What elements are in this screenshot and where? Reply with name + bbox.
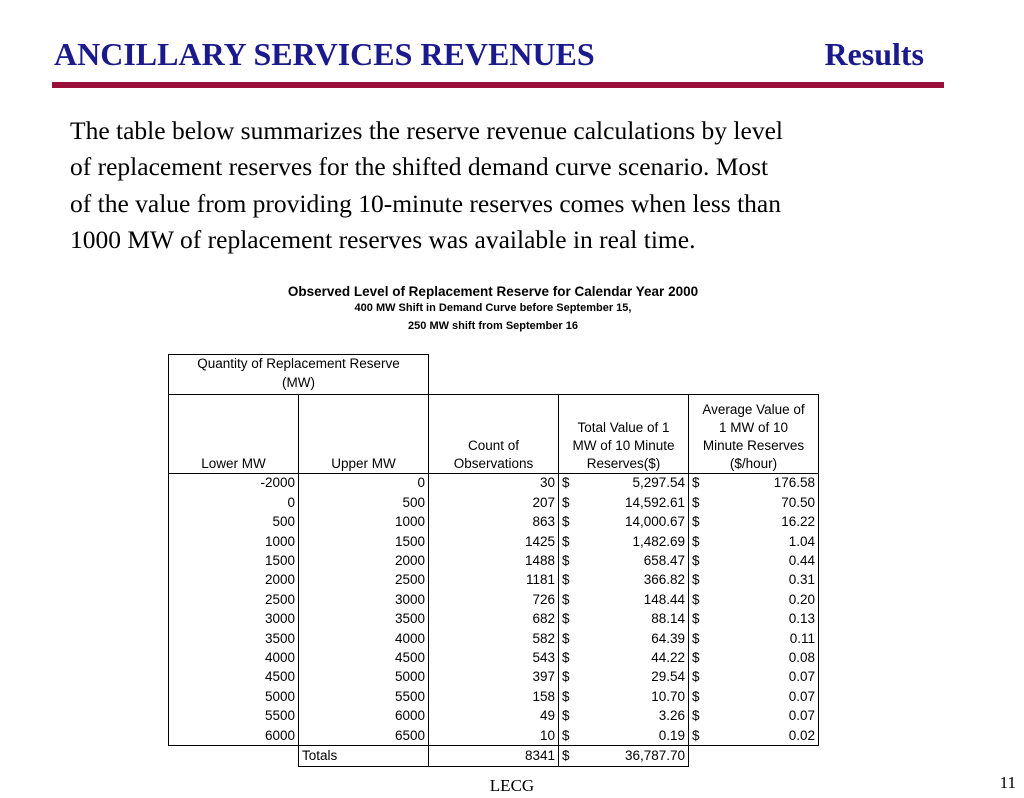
count-cell: 397: [429, 668, 559, 687]
average-value-cell: [689, 493, 819, 512]
table-row: [169, 687, 819, 706]
group-header-line: Quantity of Replacement Reserve: [197, 356, 400, 371]
upper-mw-cell: 1500: [299, 532, 429, 551]
average-value-cell: [689, 513, 819, 532]
table-row: [169, 590, 819, 609]
currency-symbol: $: [562, 727, 570, 743]
currency-value: 16.22: [781, 514, 815, 530]
count-cell: 863: [429, 513, 559, 532]
upper-mw-cell: 2500: [299, 571, 429, 590]
group-header-row: [169, 355, 819, 375]
currency-symbol: $: [562, 591, 570, 607]
table-row: [169, 726, 819, 746]
lower-mw-cell: 5000: [169, 687, 299, 706]
header-line: 1 MW of 10: [718, 419, 789, 435]
currency-symbol: $: [692, 572, 700, 588]
empty-cell: [559, 355, 689, 375]
header-line: ($/hour): [729, 455, 778, 471]
average-value-cell: [689, 551, 819, 570]
currency-symbol: $: [562, 630, 570, 646]
lower-mw-cell: 0: [169, 493, 299, 512]
currency-value: 1.04: [788, 533, 815, 549]
intro-line: The table below summarizes the reserve revenue calculations by level: [70, 116, 783, 145]
currency-symbol: $: [562, 572, 570, 588]
currency-value: 0.20: [788, 591, 815, 607]
lower-mw-cell: 4000: [169, 648, 299, 667]
average-value-cell: [689, 532, 819, 551]
upper-mw-cell: 3000: [299, 590, 429, 609]
header-line: Minute Reserves: [702, 437, 805, 453]
total-value-cell: [559, 706, 689, 725]
intro-line: of replacement reserves for the shifted demand curve scenario. Most: [70, 152, 769, 182]
upper-mw-cell: 3500: [299, 610, 429, 629]
column-header-upper: Upper MW: [299, 394, 429, 473]
lower-mw-cell: 2000: [169, 571, 299, 590]
totals-value-cell: [559, 746, 689, 766]
table-row: [169, 668, 819, 687]
header-line: Count of: [467, 437, 520, 453]
table-row: [169, 513, 819, 532]
currency-symbol: $: [692, 688, 700, 704]
totals-value: 36,787.70: [624, 747, 685, 763]
table-caption: Observed Level of Replacement Reserve for Calendar Year 2000: [287, 284, 699, 299]
empty-cell: [429, 355, 559, 375]
currency-symbol: $: [692, 611, 700, 627]
column-header-lower: Lower MW: [169, 394, 299, 473]
total-value-cell: [559, 668, 689, 687]
empty-cell: [559, 374, 689, 394]
currency-symbol: $: [692, 514, 700, 530]
count-cell: 1488: [429, 551, 559, 570]
lower-mw-cell: -2000: [169, 473, 299, 493]
currency-symbol: $: [692, 553, 700, 569]
currency-symbol: $: [562, 669, 570, 685]
average-value-cell: [689, 590, 819, 609]
totals-label: Totals: [299, 746, 429, 766]
group-header-line: (MW): [282, 375, 315, 391]
total-value-cell: [559, 610, 689, 629]
upper-mw-cell: 6500: [299, 726, 429, 746]
currency-symbol: $: [562, 553, 570, 569]
currency-value: 0.08: [788, 649, 815, 665]
currency-value: 0.07: [788, 708, 815, 724]
currency-symbol: $: [692, 630, 700, 646]
upper-mw-cell: 6000: [299, 706, 429, 725]
total-value-cell: [559, 532, 689, 551]
currency-symbol: $: [562, 708, 570, 724]
intro-paragraph: [70, 113, 950, 258]
count-cell: 30: [429, 473, 559, 493]
currency-symbol: $: [562, 688, 570, 704]
currency-value: 0.07: [788, 688, 815, 704]
currency-symbol: $: [692, 708, 700, 724]
column-header-count: [429, 394, 559, 473]
empty-cell: [689, 374, 819, 394]
currency-value: 5,297.54: [632, 475, 685, 491]
group-header-cell: [169, 374, 429, 394]
currency-symbol: $: [562, 649, 570, 665]
currency-value: 148.44: [643, 591, 685, 607]
total-value-cell: [559, 493, 689, 512]
count-cell: 682: [429, 610, 559, 629]
currency-symbol: $: [562, 514, 570, 530]
table-row: [169, 610, 819, 629]
lower-mw-cell: 3500: [169, 629, 299, 648]
count-cell: 1181: [429, 571, 559, 590]
table-row: [169, 532, 819, 551]
upper-mw-cell: 5000: [299, 668, 429, 687]
lower-mw-cell: 500: [169, 513, 299, 532]
table-row: [169, 473, 819, 493]
upper-mw-cell: 1000: [299, 513, 429, 532]
currency-symbol: $: [692, 669, 700, 685]
group-header-row: [169, 374, 819, 394]
count-cell: 1425: [429, 532, 559, 551]
upper-mw-cell: 4000: [299, 629, 429, 648]
currency-symbol: $: [692, 475, 700, 491]
currency-value: 366.82: [643, 572, 685, 588]
currency-value: 0.44: [788, 553, 815, 569]
header-line: Total Value of 1: [577, 419, 670, 435]
total-value-cell: [559, 473, 689, 493]
total-value-cell: [559, 513, 689, 532]
header-line: MW of 10 Minute: [572, 437, 675, 453]
upper-mw-cell: 4500: [299, 648, 429, 667]
empty-cell: [689, 355, 819, 375]
currency-symbol: $: [562, 611, 570, 627]
currency-value: 88.14: [651, 611, 685, 627]
lower-mw-cell: 1000: [169, 532, 299, 551]
currency-value: 0.19: [658, 727, 685, 743]
intro-line: of the value from providing 10-minute reserves comes when less than: [70, 188, 781, 218]
empty-cell: [689, 746, 819, 766]
currency-value: 0.02: [788, 727, 815, 743]
average-value-cell: [689, 726, 819, 746]
currency-symbol: $: [562, 475, 570, 491]
total-value-cell: [559, 648, 689, 667]
title-divider: [52, 82, 944, 88]
currency-symbol: $: [562, 494, 570, 510]
average-value-cell: [689, 629, 819, 648]
total-value-cell: [559, 590, 689, 609]
average-value-cell: [689, 706, 819, 725]
currency-symbol: $: [562, 533, 570, 549]
upper-mw-cell: 500: [299, 493, 429, 512]
footer-brand: LECG: [489, 776, 535, 795]
slide-title-left: ANCILLARY SERVICES REVENUES: [54, 36, 595, 72]
currency-value: 70.50: [781, 494, 815, 510]
currency-symbol: $: [692, 727, 700, 743]
slide-title-right: Results: [824, 36, 924, 72]
currency-symbol: $: [562, 747, 570, 763]
count-cell: 10: [429, 726, 559, 746]
currency-symbol: $: [692, 649, 700, 665]
reserve-table: [168, 354, 819, 767]
count-cell: 543: [429, 648, 559, 667]
average-value-cell: [689, 571, 819, 590]
average-value-cell: [689, 648, 819, 667]
table-row: [169, 571, 819, 590]
currency-value: 0.11: [789, 630, 815, 646]
intro-line: 1000 MW of replacement reserves was available in real time.: [70, 224, 696, 254]
table-subcaption: 250 MW shift from September 16: [408, 320, 578, 332]
average-value-cell: [689, 610, 819, 629]
lower-mw-cell: 2500: [169, 590, 299, 609]
currency-symbol: $: [692, 591, 700, 607]
table-row: [169, 493, 819, 512]
currency-value: 176.58: [773, 475, 815, 491]
lower-mw-cell: 6000: [169, 726, 299, 746]
currency-value: 14,000.67: [624, 514, 685, 530]
currency-value: 0.13: [788, 611, 815, 627]
table-row: [169, 629, 819, 648]
total-value-cell: [559, 629, 689, 648]
currency-value: 29.54: [651, 669, 685, 685]
column-header-average: [689, 394, 819, 473]
currency-value: 0.07: [788, 669, 815, 685]
currency-value: 10.70: [651, 688, 685, 704]
group-header-cell: [169, 355, 429, 375]
currency-value: 44.22: [651, 649, 685, 665]
total-value-cell: [559, 571, 689, 590]
average-value-cell: [689, 473, 819, 493]
lower-mw-cell: 4500: [169, 668, 299, 687]
header-line: Observations: [453, 455, 534, 471]
currency-symbol: $: [692, 494, 700, 510]
lower-mw-cell: 1500: [169, 551, 299, 570]
table-row: [169, 706, 819, 725]
total-value-cell: [559, 687, 689, 706]
currency-value: 658.47: [643, 553, 685, 569]
currency-value: 1,482.69: [632, 533, 685, 549]
count-cell: 726: [429, 590, 559, 609]
average-value-cell: [689, 668, 819, 687]
table-row: [169, 648, 819, 667]
total-value-cell: [559, 726, 689, 746]
currency-symbol: $: [692, 533, 700, 549]
count-cell: 207: [429, 493, 559, 512]
count-cell: 49: [429, 706, 559, 725]
table-row: [169, 551, 819, 570]
upper-mw-cell: 0: [299, 473, 429, 493]
column-header-total: [559, 394, 689, 473]
currency-value: 64.39: [651, 630, 685, 646]
empty-cell: [429, 374, 559, 394]
currency-value: 14,592.61: [624, 494, 685, 510]
total-value-cell: [559, 551, 689, 570]
header-line: Reserves($): [586, 455, 661, 471]
header-line: Average Value of: [702, 401, 805, 417]
totals-row: [169, 746, 819, 766]
lower-mw-cell: 5500: [169, 706, 299, 725]
upper-mw-cell: 2000: [299, 551, 429, 570]
average-value-cell: [689, 687, 819, 706]
slide-title: [54, 34, 924, 74]
currency-value: 3.26: [658, 708, 685, 724]
count-cell: 158: [429, 687, 559, 706]
upper-mw-cell: 5500: [299, 687, 429, 706]
totals-count: 8341: [429, 746, 559, 766]
column-header-row: [169, 394, 819, 473]
empty-cell: [169, 746, 299, 766]
count-cell: 582: [429, 629, 559, 648]
page-number: 11: [999, 773, 1016, 792]
table-subcaption: 400 MW Shift in Demand Curve before September 15,: [354, 302, 632, 314]
lower-mw-cell: 3000: [169, 610, 299, 629]
currency-value: 0.31: [788, 572, 815, 588]
